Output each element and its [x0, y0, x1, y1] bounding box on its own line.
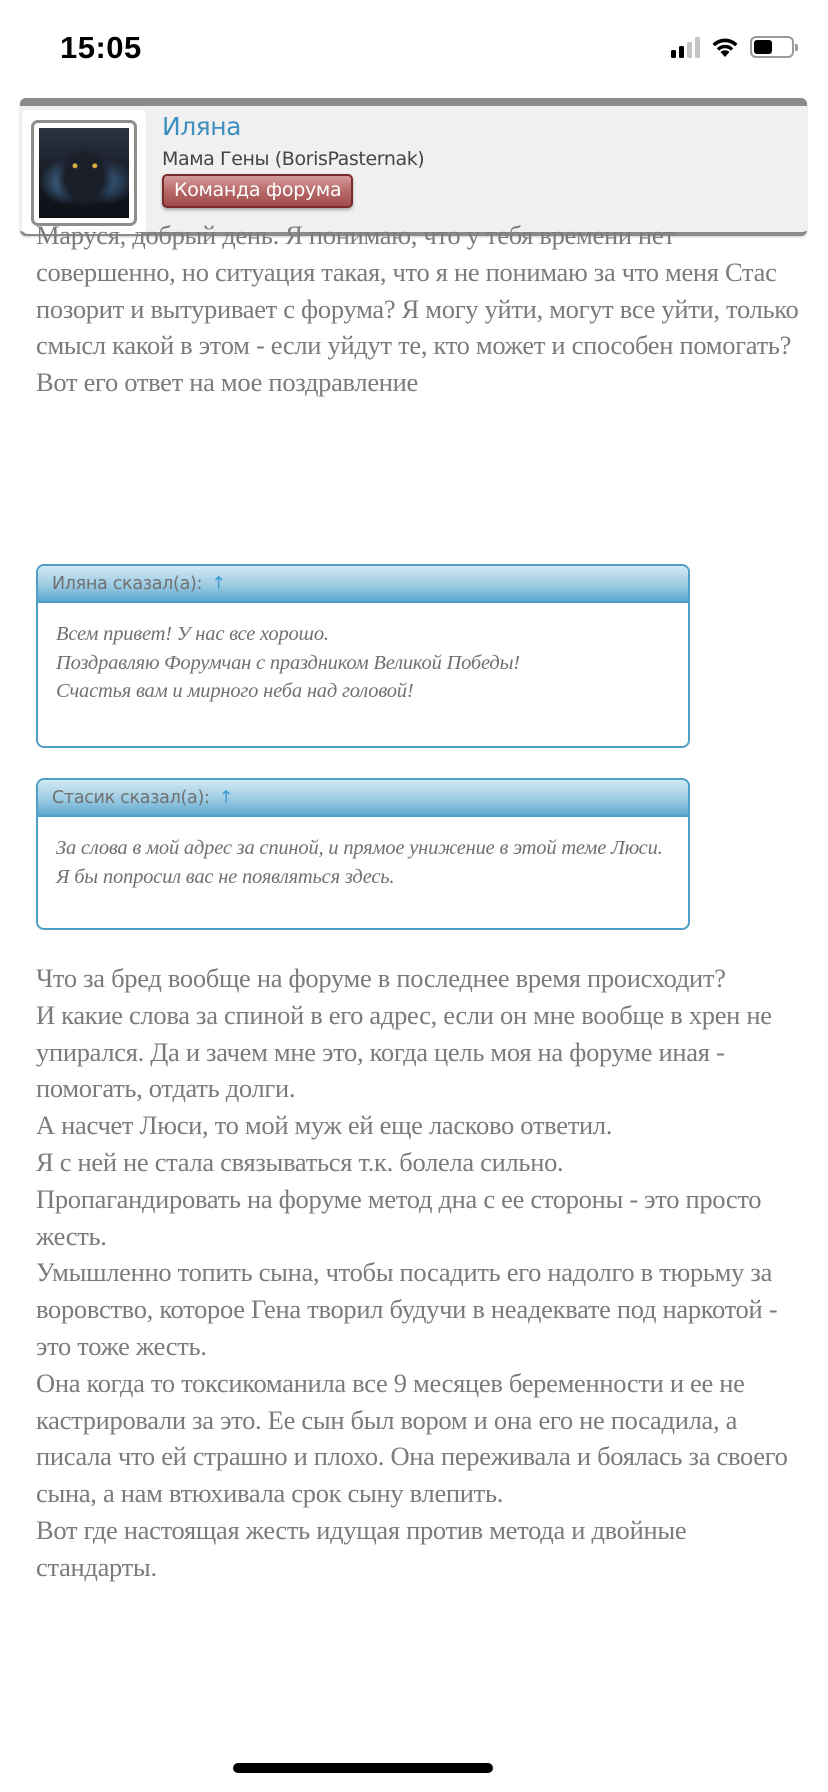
paragraph: Она когда то токсикоманила все 9 месяцев беременности и ее не кастрировали за это. Ее сын был вором и она его не посадила, а писала что ей страшно и плохо. Она переживала и боялась за своего сына, а нам втюхивала срок сыну влепить. — [36, 1367, 788, 1509]
paragraph: Маруся, добрый день. Я понимаю, что у тебя времени нет совершенно, но ситуация такая, что я не понимаю за что меня Стас позорит и вытуривает с форума? Я могу уйти, могут все уйти, только смысл какой в этом - если уйдут те, кто может и способен помогать? — [36, 220, 799, 361]
quote-line: Поздравляю Форумчан с праздником Великой Победы! — [56, 651, 520, 674]
jump-to-quote-icon[interactable]: ↑ — [211, 574, 226, 594]
home-indicator[interactable] — [233, 1763, 493, 1773]
paragraph: Что за бред вообще на форуме в последнее время происходит? — [36, 963, 726, 993]
status-icons — [671, 36, 794, 58]
quote-body — [38, 817, 688, 907]
paragraph: И какие слова за спиной в его адрес, если он мне вообще в хрен не упирался. Да и зачем мне это, когда цель моя на форуме иная - помогать, отдать долги. — [36, 999, 772, 1104]
battery-icon — [750, 36, 794, 58]
avatar-frame[interactable] — [31, 120, 137, 226]
author-title: Мама Гены (BorisPasternak) — [162, 148, 425, 170]
avatar — [39, 128, 129, 218]
quote-header — [38, 780, 688, 817]
paragraph: Умышленно топить сына, чтобы посадить его надолго в тюрьму за воровство, которое Гена творил будучи в неадеквате под наркотой - это тоже жесть. — [36, 1257, 778, 1361]
avatar-container — [22, 110, 146, 234]
post-body — [36, 960, 806, 1586]
quote-line: За слова в мой адрес за спиной, и прямое унижение в этой теме Люси. Я бы попросил вас не появляться здесь. — [56, 837, 663, 888]
post-intro — [36, 217, 806, 401]
quote-line: Всем привет! У нас все хорошо. — [56, 623, 329, 645]
paragraph: Вот где настоящая жесть идущая против метода и двойные стандарты. — [36, 1514, 687, 1582]
jump-to-quote-icon[interactable]: ↑ — [218, 788, 234, 808]
quote-author: Иляна сказал(а): — [52, 574, 203, 594]
quote-author: Стасик сказал(а): — [52, 788, 210, 808]
post-author-card — [20, 98, 807, 236]
quote-line: Счастья вам и мирного неба над головой! — [56, 680, 414, 702]
paragraph: А насчет Люси, то мой муж ей еще ласково ответил. — [36, 1110, 613, 1141]
status-time: 15:05 — [60, 30, 142, 65]
status-bar — [0, 0, 828, 96]
author-name[interactable]: Иляна — [162, 112, 241, 141]
quote-block — [36, 564, 690, 748]
paragraph: Я с ней не стала связываться т.к. болела сильно. — [36, 1146, 564, 1177]
paragraph: Вот его ответ на мое поздравление — [36, 367, 419, 398]
quote-block — [36, 778, 690, 930]
wifi-icon — [710, 36, 740, 58]
quote-header — [38, 566, 688, 603]
quote-body — [38, 603, 688, 722]
signal-icon — [671, 36, 700, 58]
paragraph: Пропагандировать на форуме метод дна с ее стороны - это просто жесть. — [36, 1183, 762, 1251]
role-badge: Команда форума — [162, 174, 353, 208]
